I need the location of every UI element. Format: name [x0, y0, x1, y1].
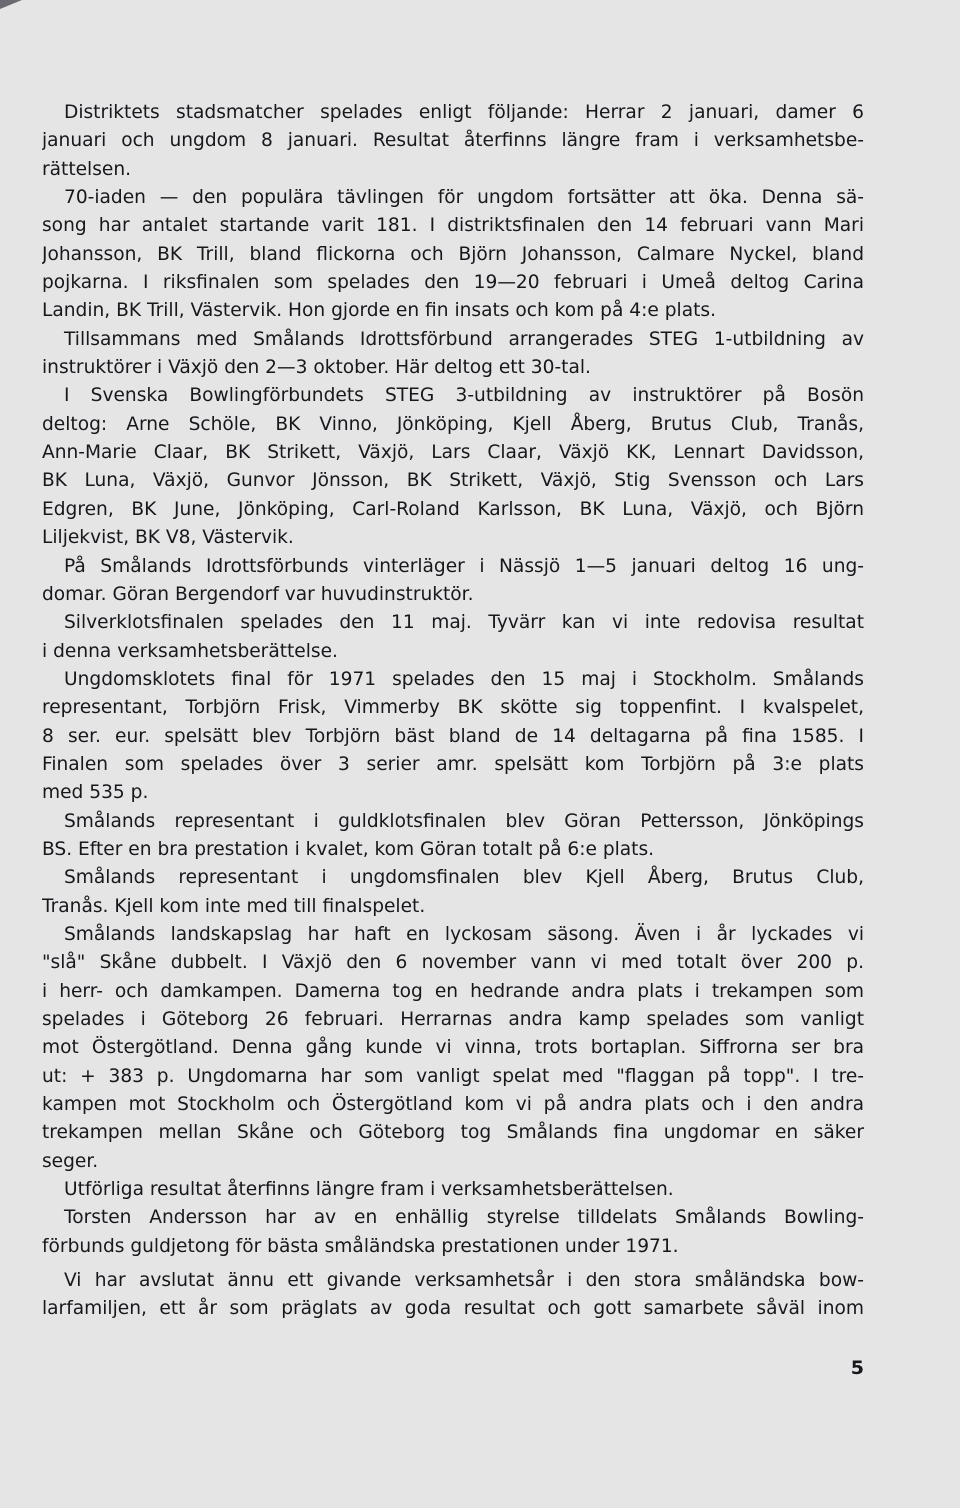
page-number: 5	[850, 1357, 864, 1379]
text-line: BS. Efter en bra prestation i kvalet, kom Göran totalt på 6:e plats.	[42, 838, 655, 860]
text-line: januari och ungdom 8 januari. Resultat återfinns längre fram i verksamhetsbe-	[42, 130, 864, 152]
text-line: 8 ser. eur. spelsätt blev Torbjörn bäst bland de 14 deltagarna på fina 1585. I	[42, 725, 864, 747]
text-line: Distriktets stadsmatcher spelades enligt följande: Herrar 2 januari, damer 6	[64, 102, 864, 123]
text-line: Tillsammans med Smålands Idrottsförbund arrangerades STEG 1-utbildning av	[64, 328, 864, 350]
text-line: i herr- och damkampen. Damerna tog en hedrande andra plats i trekampen som	[42, 980, 864, 1002]
text-line: pojkarna. I riksfinalen som spelades den 19—20 februari i Umeå deltog Carina	[42, 272, 864, 294]
text-line: deltog: Arne Schöle, BK Vinno, Jönköping, Kjell Åberg, Brutus Club, Tranås,	[42, 413, 864, 435]
scan-corner-mark	[0, 0, 22, 9]
text-line: Finalen som spelades över 3 serier amr. spelsätt kom Torbjörn på 3:e plats	[42, 753, 864, 775]
text-line: med 535 p.	[42, 782, 149, 804]
text-line: förbunds guldjetong för bästa småländska prestationen under 1971.	[42, 1235, 679, 1257]
text-line: Smålands landskapslag har haft en lyckosam säsong. Även i år lyckades vi	[64, 923, 864, 945]
text-line: ut: + 383 p. Ungdomarna har som vanligt spelat med "flaggan på topp". I tre-	[42, 1065, 864, 1087]
text-line: Silverklotsfinalen spelades den 11 maj. Tyvärr kan vi inte redovisa resultat	[64, 612, 864, 634]
text-line: larfamiljen, ett år som präglats av goda resultat och gott samarbete såväl inom	[42, 1298, 864, 1320]
text-line: representant, Torbjörn Frisk, Vimmerby BK skötte sig toppenfint. I kvalspelet,	[42, 697, 864, 719]
text-line: Tranås. Kjell kom inte med till finalspelet.	[42, 895, 426, 917]
text-line: trekampen mellan Skåne och Göteborg tog Smålands fina ungdomar en säker	[42, 1122, 864, 1144]
text-line: Ungdomsklotets final för 1971 spelades den 15 maj i Stockholm. Smålands	[64, 668, 864, 690]
document-body	[42, 99, 864, 1324]
text-line: mot Östergötland. Denna gång kunde vi vinna, trots bortaplan. Siffrorna ser bra	[42, 1037, 864, 1059]
text-line: Smålands representant i ungdomsfinalen blev Kjell Åberg, Brutus Club,	[64, 867, 864, 889]
text-line: BK Luna, Växjö, Gunvor Jönsson, BK Strikett, Växjö, Stig Svensson och Lars	[42, 470, 864, 492]
text-line: Utförliga resultat återfinns längre fram i verksamhetsberättelsen.	[64, 1179, 674, 1201]
text-line: seger.	[42, 1150, 99, 1172]
text-line: instruktörer i Växjö den 2—3 oktober. Här deltog ett 30-tal.	[42, 357, 591, 379]
text-line: I Svenska Bowlingförbundets STEG 3-utbildning av instruktörer på Bosön	[64, 385, 864, 407]
text-line: i denna verksamhetsberättelse.	[42, 640, 338, 662]
text-line: Vi har avslutat ännu ett givande verksamhetsår i den stora småländska bow-	[64, 1270, 864, 1292]
text-line: spelades i Göteborg 26 februari. Herrarnas andra kamp spelades som vanligt	[42, 1009, 864, 1030]
text-line: domar. Göran Bergendorf var huvudinstruktör.	[42, 583, 474, 605]
text-line: rättelsen.	[42, 158, 132, 180]
text-line: Smålands representant i guldklotsfinalen blev Göran Pettersson, Jönköpings	[64, 810, 864, 832]
text-line: Edgren, BK June, Jönköping, Carl-Roland Karlsson, BK Luna, Växjö, och Björn	[42, 498, 864, 520]
text-line: 70-iaden — den populära tävlingen för ungdom fortsätter att öka. Denna sä-	[64, 187, 864, 209]
text-line: Landin, BK Trill, Västervik. Hon gjorde en fin insats och kom på 4:e plats.	[42, 300, 716, 322]
text-line: Ann-Marie Claar, BK Strikett, Växjö, Lars Claar, Växjö KK, Lennart Davidsson,	[42, 442, 864, 464]
text-line: Liljekvist, BK V8, Västervik.	[42, 527, 294, 549]
text-line: song har antalet startande varit 181. I distriktsfinalen den 14 februari vann Mari	[42, 215, 864, 237]
text-line: Johansson, BK Trill, bland flickorna och Björn Johansson, Calmare Nyckel, bland	[42, 243, 864, 265]
text-line: På Smålands Idrottsförbunds vinterläger i Nässjö 1—5 januari deltog 16 ung-	[64, 555, 864, 577]
text-line: Torsten Andersson har av en enhällig styrelse tilldelats Smålands Bowling-	[64, 1207, 864, 1229]
text-line: "slå" Skåne dubbelt. I Växjö den 6 november vann vi med totalt över 200 p.	[42, 952, 864, 974]
text-line: kampen mot Stockholm och Östergötland kom vi på andra plats och i den andra	[42, 1094, 864, 1116]
